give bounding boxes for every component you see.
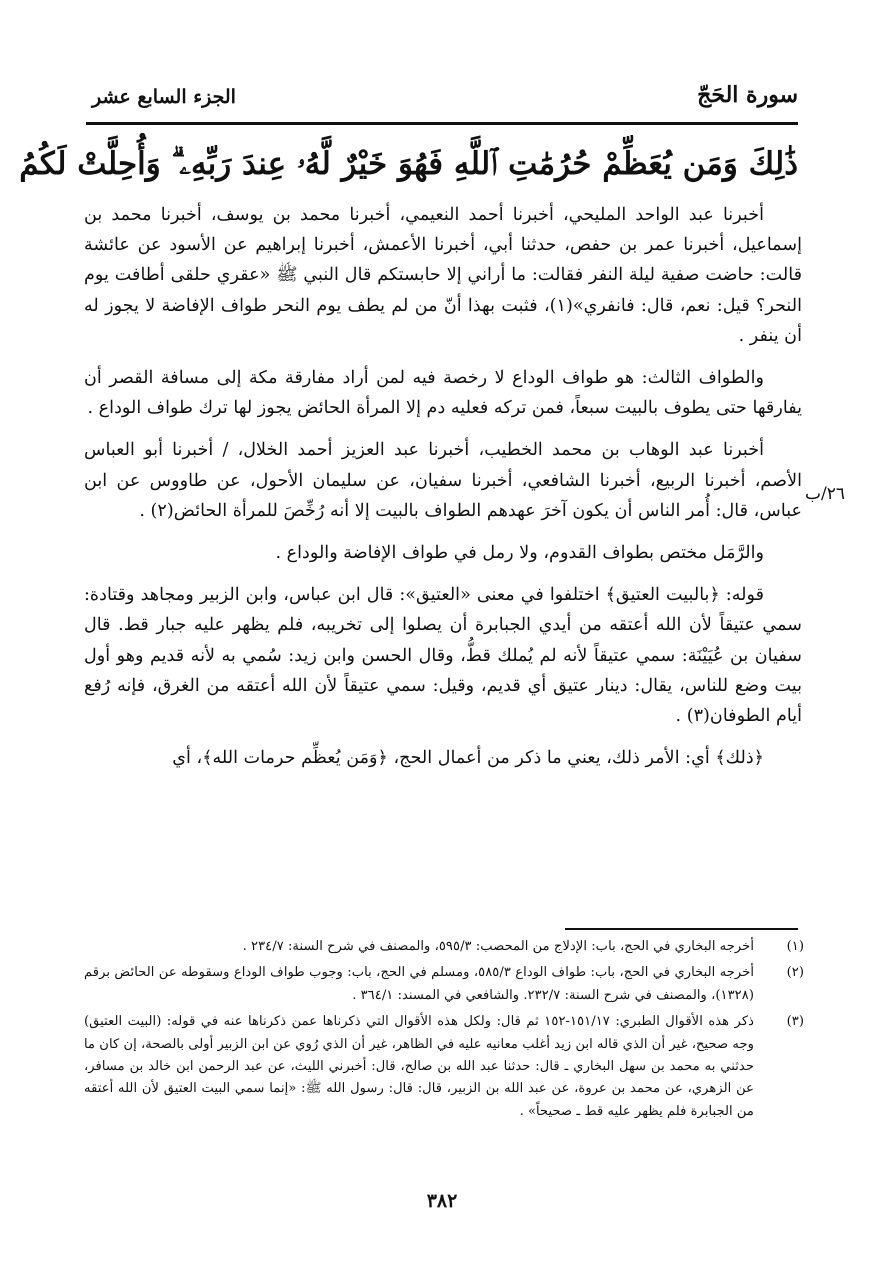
paragraph-hadith-aisha: أخبرنا عبد الواحد المليحي، أخبرنا أحمد النعيمي، أخبرنا محمد بن يوسف، أخبرنا محمد بن إسماعيل، أخبرنا عمر بن حفص، حدثنا أبي، أخبرنا الأعمش، أخبرنا إبراهيم عن الأسود عن عائشة قالت: حاضت صفية ليلة النفر فقالت: ما أراني إلا حابستكم قال النبي ﷺ «عقري حلقى أطافت يوم النحر؟ قيل: نعم، قال: فانفري»(١)، فثبت بهذا أنّ من لم يطف يوم النحر طواف الإفاضة لا يجوز له أن ينفر . <box>84 205 802 346</box>
paragraph-hadith-ibn-abbas: أخبرنا عبد الوهاب بن محمد الخطيب، أخبرنا عبد العزيز أحمد الخلال، / أخبرنا أبو العباس الأصم، أخبرنا الربيع، أخبرنا الشافعي، أخبرنا سفيان، عن سليمان الأحول، عن طاووس عن ابن عباس، قال: أُمر الناس أن يكون آخرَ عهدهم الطواف بالبيت إلا أنه رُخِّصَ للمرأة الحائض(٢) . <box>84 440 802 521</box>
footnote-text: أخرجه البخاري في الحج، باب: طواف الوداع ٥٨٥/٣، ومسلم في الحج، باب: وجوب طواف الوداع وسقوطه عن الحائض برقم (١٣٢٨)، والمصنف في شرح السنة: ٢٣٢/٧. والشافعي في المسند: ٣٦٤/١ . <box>84 965 755 1003</box>
footnote-number: (٢) <box>786 965 804 981</box>
footnote <box>84 936 804 958</box>
paragraph-ancient-house: قوله: ﴿بالبيت العتيق﴾ اختلفوا في معنى «العتيق»: قال ابن عباس، وابن الزبير ومجاهد وقتادة: سمي عتيقاً لأن الله أعتقه من أيدي الجبابرة أن يصلوا إلى تخريبه، فلم يظهر عليه جبار قط. قال سفيان بن عُيَيْنَة: سمي عتيقاً لأنه لم يُملك قطُّ، وقال الحسن وابن زيد: سُمي به لأنه قديم وهو أول بيت وضع للناس، يقال: دينار عتيق أي قديم، وقيل: سمي عتيقاً لأن الله أعتقه من الغرق، فإنه رُفع أيام الطوفان(٣) . <box>84 585 802 727</box>
paragraph-third-tawaf: والطواف الثالث: هو طواف الوداع لا رخصة فيه لمن أراد مفارقة مكة إلى مسافة القصر أن يفارقها حتى يطوف بالبيت سبعاً، فمن تركه فعليه دم إلا المرأة الحائض يجوز لها ترك طواف الوداع . <box>84 368 802 419</box>
footnote <box>84 1011 804 1123</box>
footnote-divider <box>565 928 798 930</box>
running-header-surah: سورة الحَجّ <box>697 82 798 108</box>
footnote-number: (٣) <box>786 1014 804 1030</box>
footnote-text: ذكر هذه الأقوال الطبري: ١٥١/١٧-١٥٢ ثم قال: ولكل هذه الأقوال التي ذكرناها عمن ذكرناها عنه في قوله: (البيت العتيق) وجه صحيح، غير أن الذي قاله ابن زيد أغلب معانيه عليه في الظاهر، غير أن الذي رُوي عن ابن الزبير أولى بالصحة، إن كان ما حدثني به محمد بن سهل البخاري ـ قال: حدثنا عبد الله بن صالح، قال: أخبرني الليث، عن عبد الرحمن ابن خالد بن مسافر، عن الزهري، عن محمد بن عروة، عن عبد الله بن الزبير، قال: قال: رسول الله ﷺ: «إنما سمي البيت العتيق لأن الله أعتقه من الجبابرة فلم يظهر عليه قط ـ صحيحاً» . <box>84 1014 754 1119</box>
footnote-number: (١) <box>786 939 804 954</box>
main-text <box>84 200 802 783</box>
page-number: ٣٨٢ <box>426 1190 458 1212</box>
footnote-text: أخرجه البخاري في الحج، باب: الإدلاج من المحصب: ٥٩٥/٣، والمصنف في شرح السنة: ٢٣٤/٧ . <box>242 939 754 954</box>
quran-verse-heading: ذَٰلِكَ وَمَن يُعَظِّمْ حُرُمَٰتِ ٱللَّهِ فَهُوَ خَيْرٌ لَّهُۥ عِندَ رَبِّهِۦ ۗ وَأُحِلَّتْ لَكُمُ <box>19 146 798 182</box>
footnotes <box>84 936 804 1127</box>
footnote <box>84 962 804 1007</box>
manuscript-folio-note: ٢٦/ب <box>805 484 845 504</box>
paragraph-ramal: والرَّمَل مختص بطواف القدوم، ولا رمل في طواف الإفاضة والوداع . <box>275 543 764 564</box>
paragraph-dhalika: ﴿ذلك﴾ أي: الأمر ذلك، يعني ما ذكر من أعمال الحج، ﴿وَمَن يُعظِّم حرمات الله﴾، أي <box>172 748 764 769</box>
running-header-part: الجزء السابع عشر <box>92 86 236 108</box>
header-divider <box>86 122 798 125</box>
